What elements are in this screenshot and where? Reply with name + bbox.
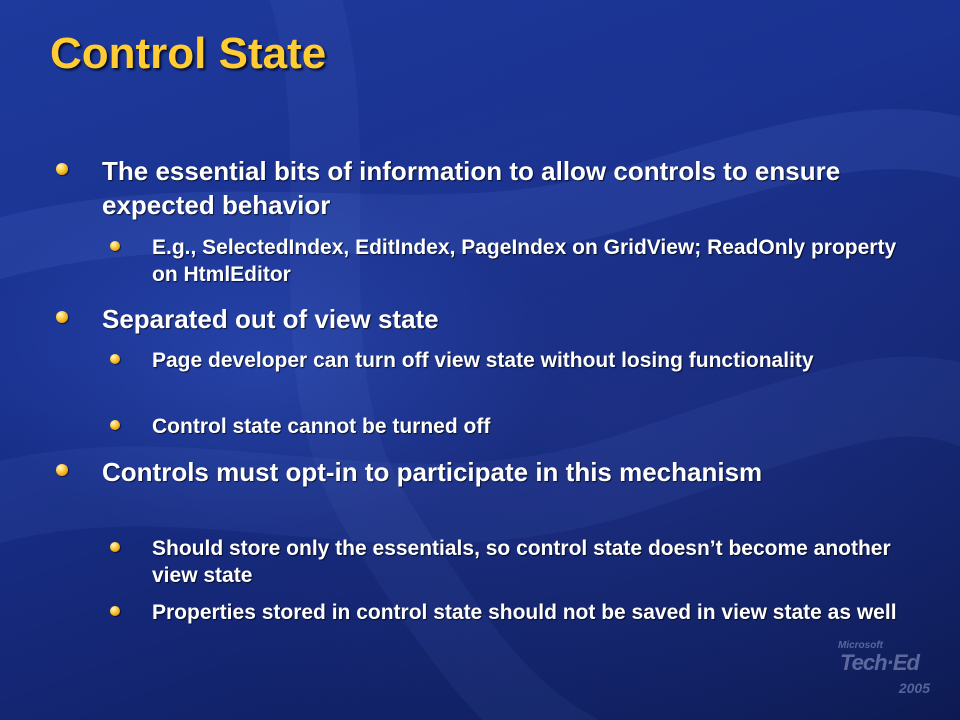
sub-bullet-item-3-2 [152,599,912,626]
sub-bullet-icon [110,241,120,251]
sub-bullet-item-1-1 [152,234,912,288]
sub-bullet-text: Should store only the essentials, so control state doesn’t become another view state [152,537,891,587]
sub-bullet-text: E.g., SelectedIndex, EditIndex, PageIndex on GridView; ReadOnly property on HtmlEditor [152,236,897,286]
slide-title: Control State [50,29,327,78]
bullet-item-2 [102,302,922,336]
logo-company: Microsoft [838,640,883,651]
techedlogo-watermark [838,640,932,702]
logo-event: Tech·Ed [840,650,919,675]
bullet-icon [56,311,68,323]
sub-bullet-item-2-1 [152,347,912,374]
bullet-text: The essential bits of information to allow controls to ensure expected behavior [102,156,841,220]
sub-bullet-icon [110,420,120,430]
sub-bullet-text: Page developer can turn off view state without losing functionality [152,349,814,372]
sub-bullet-icon [110,542,120,552]
sub-bullet-item-3-1 [152,535,912,589]
sub-bullet-text: Properties stored in control state should not be saved in view state as well [152,601,897,624]
sub-bullet-icon [110,606,120,616]
sub-bullet-text: Control state cannot be turned off [152,415,491,438]
bullet-text: Separated out of view state [102,304,439,334]
bullet-icon [56,163,68,175]
bullet-icon [56,464,68,476]
bullet-item-3 [102,455,922,489]
bullet-item-1 [102,154,922,222]
logo-year: 2005 [898,680,930,696]
bullet-text: Controls must opt-in to participate in this mechanism [102,457,763,487]
sub-bullet-item-2-2 [152,413,912,440]
sub-bullet-icon [110,354,120,364]
